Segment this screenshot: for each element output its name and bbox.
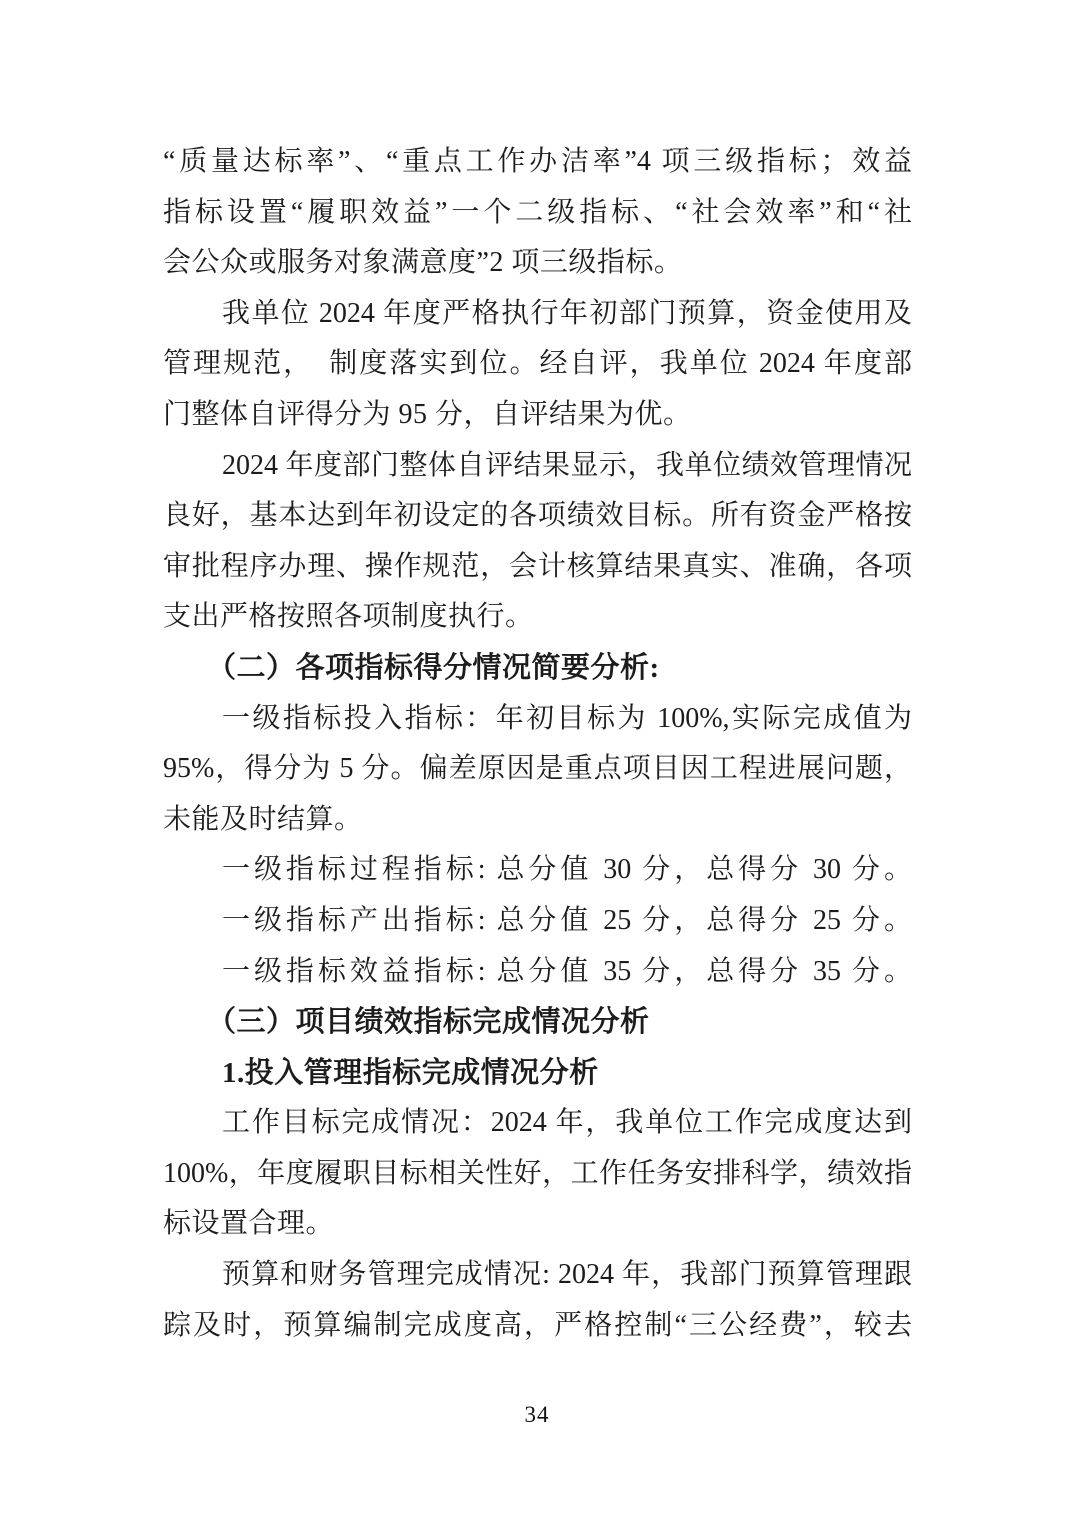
- text-line: 会公众或服务对象满意度”2 项三级指标。: [163, 247, 683, 279]
- text-line: 我单位 2024 年度严格执行年初部门预算，资金使用及: [222, 297, 912, 329]
- text-line: 支出严格按照各项制度执行。: [163, 601, 534, 633]
- text-line: 一级指标效益指标: 总分值 35 分，总得分 35 分。: [222, 955, 912, 987]
- document-body: [163, 137, 912, 1351]
- heading-line: （三）项目绩效指标完成情况分析: [207, 1006, 650, 1039]
- heading-line: 1.投入管理指标完成情况分析: [222, 1056, 599, 1089]
- text-line: 踪及时，预算编制完成度高，严格控制“三公经费”，较去: [163, 1309, 912, 1341]
- page-footer: [0, 1402, 1074, 1428]
- text-line: 预算和财务管理完成情况: 2024 年，我部门预算管理跟: [222, 1259, 912, 1291]
- text-line: 一级指标投入指标：年初目标为 100%,实际完成值为: [222, 702, 912, 734]
- text-line: 良好，基本达到年初设定的各项绩效目标。所有资金严格按: [163, 500, 912, 532]
- page-number: 34: [524, 1402, 550, 1427]
- text-line: 指标设置“履职效益”一个二级指标、“社会效率”和“社: [163, 196, 912, 228]
- text-line: 工作目标完成情况：2024 年，我单位工作完成度达到: [222, 1107, 912, 1139]
- text-line: “质量达标率”、“重点工作办洁率”4 项三级指标；效益: [163, 146, 912, 177]
- text-line: 审批程序办理、操作规范，会计核算结果真实、准确，各项: [163, 550, 912, 582]
- text-line: 100%，年度履职目标相关性好，工作任务安排科学，绩效指: [163, 1157, 912, 1189]
- text-line: 标设置合理。: [163, 1208, 335, 1240]
- text-line: 未能及时结算。: [163, 803, 363, 835]
- text-line: 一级指标产出指标: 总分值 25 分，总得分 25 分。: [222, 904, 912, 936]
- text-line: 95%，得分为 5 分。偏差原因是重点项目因工程进展问题，: [163, 753, 912, 785]
- text-line: 一级指标过程指标: 总分值 30 分，总得分 30 分。: [222, 854, 912, 886]
- text-line: 2024 年度部门整体自评结果显示，我单位绩效管理情况: [222, 449, 912, 481]
- text-line: 管理规范， 制度落实到位。经自评，我单位 2024 年度部: [163, 348, 912, 380]
- heading-line: （二）各项指标得分情况简要分析:: [207, 651, 660, 684]
- text-line: 门整体自评得分为 95 分，自评结果为优。: [163, 398, 692, 430]
